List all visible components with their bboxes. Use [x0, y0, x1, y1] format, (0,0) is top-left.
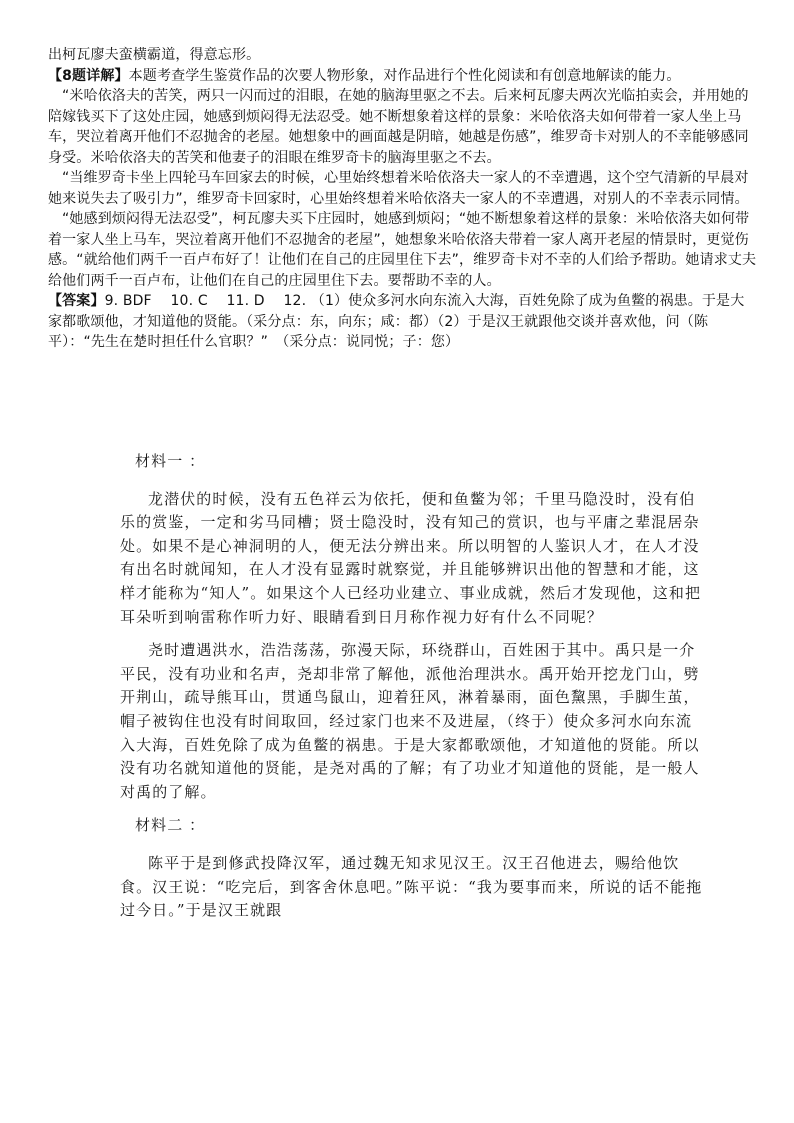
question-8-text: 本题考查学生鉴赏作品的次要人物形象，对作品进行个性化阅读和有创意地解读的能力。 — [128, 67, 681, 84]
analysis-paragraph-3: “她感到烦闷得无法忍受”，柯瓦廖夫买下庄园时，她感到烦闷；“她不断想象着这样的景象：米哈依洛夫如何带着一家人坐上马车，哭泣着离开他们不忍抛舍的老屋”，她想象米哈依洛夫带着一家人离开老屋的情景时，更觉伤感。“就给他们两千一百卢布好了！让他们在自己的庄园里住下去”，维罗奇卡对不幸的人们给予帮助。她请求丈夫给他们两千一百卢布，让他们在自己的庄园里住下去。要帮助不幸的人。 — [48, 211, 757, 289]
material-1-paragraph-1: 龙潜伏的时候，没有五色祥云为依托，便和鱼鳖为邻；千里马隐没时，没有伯乐的赏鉴，一定和劣马同槽；贤士隐没时，没有知己的赏识，也与平庸之辈混居杂处。如果不是心神洞明的人，便无法分辨出来。所以明智的人鉴识人才，在人才没有出名时就闻知，在人才没有显露时就察觉，并且能够辨识出他的智慧和才能，这样才能称为“知人”。如果这个人已经功业建立、事业成就，然后才发现他，这和把耳朵听到响雷称作听力好、眼睛看到日月称作视力好有什么不同呢？ — [120, 489, 702, 626]
analysis-paragraph-2: “当维罗奇卡坐上四轮马车回家去的时候，心里始终想着米哈依洛夫一家人的不幸遭遇，这个空气清新的早晨对她来说失去了吸引力”，维罗奇卡回家时，心里始终想着米哈依洛夫一家人的不幸遭遇，对别人的不幸表示同情。 — [48, 170, 749, 207]
scanned-text — [50, 450, 758, 923]
material-1-paragraph-2: 尧时遭遇洪水，浩浩荡荡，弥漫天际，环绕群山，百姓困于其中。禹只是一介平民，没有功业和名声，尧却非常了解他，派他治理洪水。禹开始开挖龙门山，劈开荆山，疏导熊耳山，贯通鸟鼠山，迎着狂风，淋着暴雨，面色黧黑，手脚生茧，帽子被钩住也没有时间取回，经过家门也来不及进屋，（终于）使众多河水向东流入大海，百姓免除了成为鱼鳖的祸患。于是大家都歌颂他，才知道他的贤能。所以没有功名就知道他的贤能，是尧对禹的了解；有了功业才知道他的贤能，是一般人对禹的了解。 — [120, 641, 700, 801]
analysis-paragraph-1: “米哈依洛夫的苦笑，两只一闪而过的泪眼，在她的脑海里驱之不去。后来柯瓦廖夫两次光临拍卖会，并用她的陪嫁钱买下了这处庄园，她感到烦闷得无法忍受。她不断想象着这样的景象：米哈依洛夫如何带着一家人坐上马车，哭泣着离开他们不忍抛舍的老屋。她想象中的画面越是阴暗，她越是伤感”，维罗奇卡对别人的不幸能够感同身受。米哈依洛夫的苦笑和他妻子的泪眼在维罗奇卡的脑海里驱之不去。 — [48, 88, 749, 166]
material-2-title: 材料二 ： — [135, 816, 206, 835]
answer-block — [48, 291, 758, 353]
answer-analysis-section — [48, 45, 758, 353]
text-line: 出柯瓦廖夫蛮横霸道，得意忘形。 — [48, 47, 261, 63]
material-2-paragraph-1: 陈平于是到修武投降汉军，通过魏无知求见汉王。汉王召他进去，赐给他饮食。汉王说：“吃完后，到客舍休息吧。”陈平说：“我为要事而来，所说的话不能拖过今日。”于是汉王就跟 — [120, 853, 703, 920]
answer-text: 9. BDF 10. C 11. D 12. （1）使众多河水向东流入大海，百姓免除了成为鱼鳖的祸患。于是大家都歌颂他，才知道他的贤能。（采分点：东，向东；咸：都）（2）于是汉王就跟他交谈并喜欢他，问（陈平）：“先生在楚时担任什么官职？” （采分点：说同悦；子：您） — [48, 293, 745, 350]
question-8-tag: 【8题详解】 — [48, 67, 129, 84]
answer-tag: 【答案】 — [48, 293, 105, 309]
scanned-translation-image — [50, 450, 758, 990]
material-1-title: 材料一 ： — [135, 452, 206, 470]
question-8-analysis — [48, 66, 758, 87]
